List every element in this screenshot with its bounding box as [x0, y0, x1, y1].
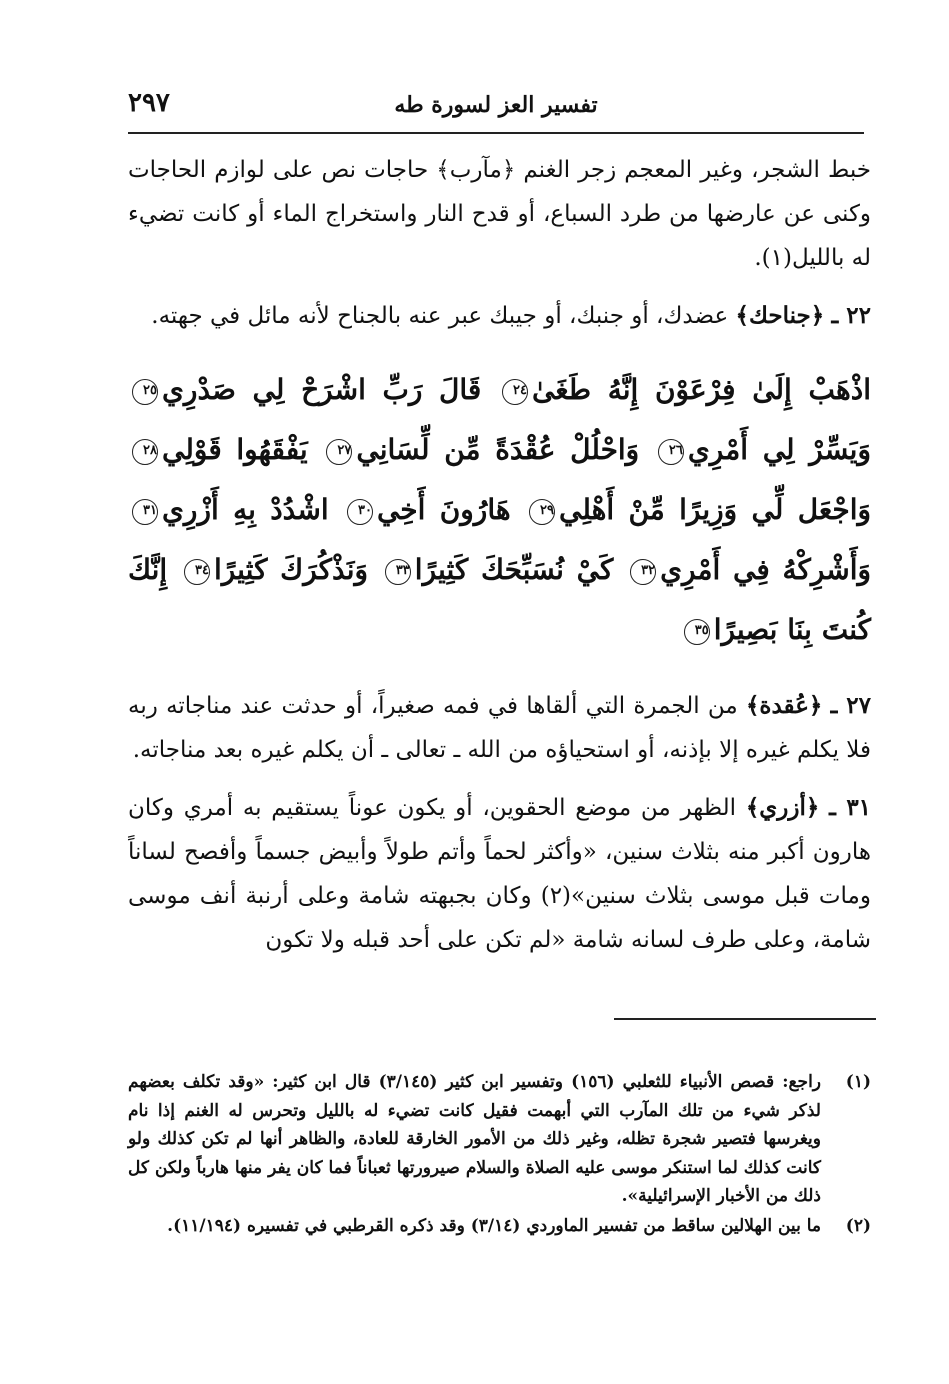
verse-number: ٢٧ ـ [830, 692, 872, 719]
paragraph-maarib [128, 148, 871, 280]
quran-verse: قَالَ رَبِّ اشْرَحْ لِي صَدْرِي [162, 373, 482, 406]
ayah-number-mark: ٢٧ [326, 439, 352, 465]
paragraph-uqda [128, 684, 871, 772]
ayah-number-mark: ٣٠ [347, 499, 373, 525]
footnote [128, 1212, 871, 1241]
paragraph-text: عضدك، أو جنبك، أو جيبك عبر عنه بالجناح لأنه مائل في جهته. [151, 303, 729, 329]
page-number: ٢٩٧ [128, 88, 170, 118]
quran-verse: إِنَّكَ كُنتَ بِنَا بَصِيرًا [128, 553, 871, 646]
page-body [128, 148, 871, 976]
ayah-number-mark: ٢٦ [658, 439, 684, 465]
quran-verse: اشْدُدْ بِهِ أَزْرِي [162, 493, 329, 526]
running-title: تفسير العز لسورة طه [394, 92, 598, 118]
quran-verse: وَيَسِّرْ لِي أَمْرِي [687, 433, 871, 466]
footnote-number: (١) [845, 1072, 871, 1092]
quran-verse: اذْهَبْ إِلَىٰ فِرْعَوْنَ إِنَّهُ طَغَىٰ [531, 373, 871, 406]
verse-number: ٣١ ـ [829, 794, 872, 821]
ayah-number-mark: ٣٤ [184, 559, 210, 585]
verse-number: ٢٢ ـ [831, 302, 871, 329]
quran-term: ﴿جناحك﴾ [735, 302, 825, 329]
footnote-text: ما بين الهلالين ساقط من تفسير الماوردي (٣/١٤) وقد ذكره القرطبي في تفسيره (١١/١٩٤). [167, 1215, 821, 1236]
ayah-number-mark: ٢٩ [529, 499, 555, 525]
ayah-number-mark: ٣٥ [684, 619, 710, 645]
footnote-number: (٢) [845, 1215, 871, 1236]
ayah-number-mark: ٣٣ [385, 559, 411, 585]
footnote [128, 1068, 871, 1211]
footnote-divider [614, 1018, 876, 1020]
quran-verse: وَاجْعَل لِّي وَزِيرًا مِّنْ أَهْلِي [558, 493, 872, 526]
quran-verse: وَاحْلُلْ عُقْدَةً مِّن لِّسَانِي [356, 433, 640, 466]
page-header [128, 88, 864, 134]
quran-term: ﴿أزري﴾ [745, 794, 820, 821]
ayah-number-mark: ٢٨ [132, 439, 158, 465]
paragraph-janahak [128, 294, 871, 338]
ayah-number-mark: ٢٥ [132, 379, 158, 405]
ayah-number-mark: ٣١ [132, 499, 158, 525]
quran-verse: كَيْ نُسَبِّحَكَ كَثِيرًا [414, 553, 614, 586]
footnote-text: راجع: قصص الأنبياء للثعلبي (١٥٦) وتفسير ابن كثير (٣/١٤٥) قال ابن كثير: «وقد تكلف بعضهم لذكر شيء من تلك المآرب التي أبهمت فقيل كانت تضيء له بالليل وتحرس له الغنم إذا نام ويغرسها فتصير شجرة تظله، وغير ذلك من الأمور الخارقة للعادة، والظاهر أنها لم تكن كذلك ولو كانت كذلك لما استنكر موسى عليه الصلاة والسلام صيرورتها ثعباناً فما كان يفر منها هارباً ولكن كل ذلك من الأخبار الإسرائيلية». [128, 1072, 822, 1206]
quran-verse: وَأَشْرِكْهُ فِي أَمْرِي [660, 553, 872, 586]
paragraph-text: الظهر من موضع الحقوين، أو يكون عوناً يستقيم به أمري وكان هارون أكبر منه بثلاث سنين، «وأكثر لحماً وأتم طولاً وأبيض جسماً وأفصح لساناً ومات قبل موسى بثلاث سنين»(٢) وكان بجبهته شامة وعلى أرنبة أنف موسى شامة، وعلى طرف لسانه شامة «لم تكن على أحد قبله ولا تكون [128, 795, 871, 953]
quran-verse: هَارُونَ أَخِي [376, 493, 511, 526]
paragraph-text: خبط الشجر، وغير المعجم زجر الغنم ﴿مآرب﴾ حاجات نص على لوازم الحاجات وكنى عن عارضها من طرد السباع، أو قدح النار واستخراج الماء أو كانت تضيء له بالليل(١). [128, 157, 871, 271]
footnotes [128, 1068, 871, 1241]
quran-term: ﴿عُقدة﴾ [745, 692, 823, 719]
paragraph-text: من الجمرة التي ألقاها في فمه صغيراً، أو حدثت عند مناجاته ربه فلا يكلم غيره إلا بإذنه، أو استحياؤه من الله ـ تعالى ـ أن يكلم غيره بعد مناجاته. [128, 693, 871, 763]
quran-verses-block [128, 360, 871, 660]
paragraph-azri [128, 786, 871, 962]
quran-verse: وَنَذْكُرَكَ كَثِيرًا [213, 553, 369, 586]
ayah-number-mark: ٣٢ [630, 559, 656, 585]
quran-verse: يَفْقَهُوا قَوْلِي [162, 433, 308, 466]
ayah-number-mark: ٢٤ [502, 379, 528, 405]
